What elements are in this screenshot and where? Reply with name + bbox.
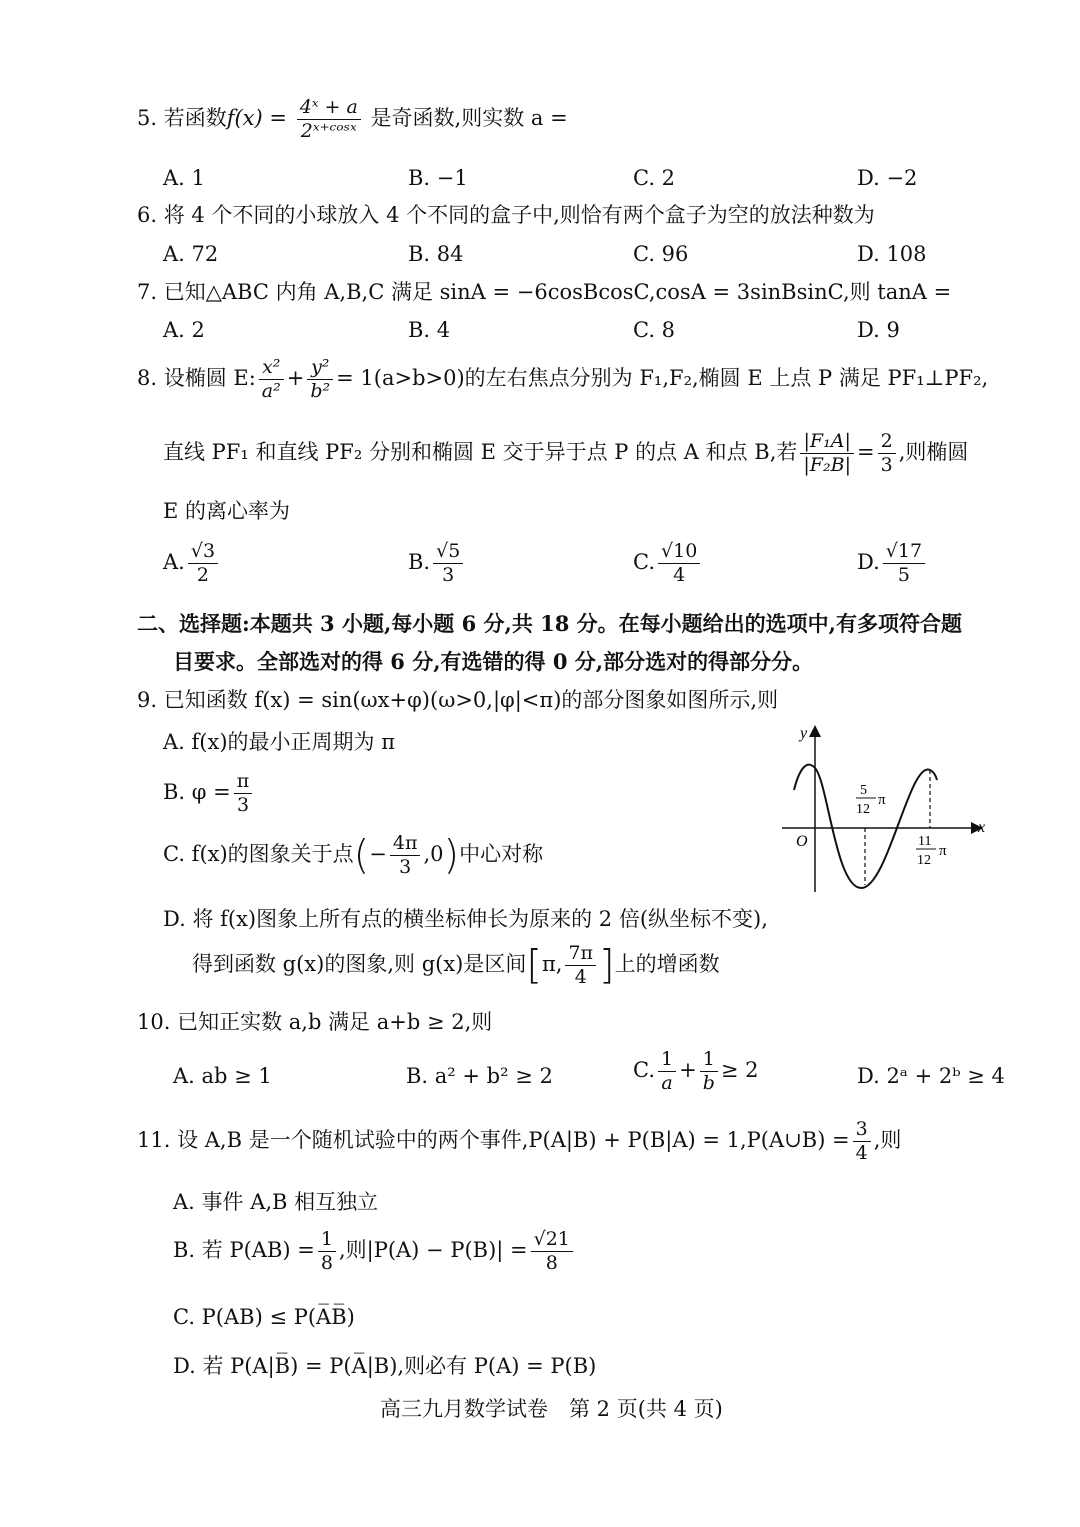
q11-b-result-den: 8: [545, 1251, 558, 1274]
q10-option-b[interactable]: B. a² + b² ≥ 2: [406, 1064, 553, 1088]
q8-value-num: 2: [878, 430, 896, 454]
q9-b-label: B. φ =: [163, 779, 231, 804]
section-2-heading-line-2: 目要求。全部选对的得 6 分,有选错的得 0 分,部分选对的得部分分。: [173, 649, 814, 674]
q8-a-label: A.: [163, 549, 185, 574]
q9-c-num: 4π: [390, 832, 421, 856]
q8-line2-text: 直线 PF₁ 和直线 PF₂ 分别和椭圆 E 交于异于点 P 的点 A 和点 B,若: [163, 439, 798, 464]
tick-5-12-den: 12: [856, 802, 870, 817]
q9-option-d-line-2: [192, 942, 720, 989]
q5-function-label: f(x) =: [226, 105, 287, 130]
q9-c-right-paren: ): [443, 832, 460, 879]
q9-option-c[interactable]: [163, 832, 543, 879]
q5-option-a[interactable]: A. 1: [163, 166, 205, 190]
q8-plus: +: [286, 365, 305, 390]
q6-option-a[interactable]: A. 72: [163, 242, 219, 266]
question-8-line-2: [163, 430, 968, 477]
q6-option-c[interactable]: C. 96: [633, 242, 689, 266]
q11-option-c[interactable]: C. P(AB) ≤ P(A̅B̅): [173, 1305, 355, 1329]
q8-option-a[interactable]: [163, 540, 221, 587]
q9-d-fraction: [565, 942, 596, 989]
q9-d-text: 得到函数 g(x)的图象,则 g(x)是区间: [192, 951, 527, 976]
q8-a-den: 2: [196, 563, 209, 586]
q11-stem-den: 4: [855, 1141, 868, 1164]
q5-numerator: 4ˣ + a: [297, 96, 361, 120]
q10-c-plus: +: [679, 1057, 697, 1082]
q6-option-d[interactable]: D. 108: [857, 242, 927, 266]
q9-option-a[interactable]: A. f(x)的最小正周期为 π: [163, 730, 395, 754]
section-2-heading-line-1: 二、选择题:本题共 3 小题,每小题 6 分,共 18 分。在每小题给出的选项中,有多项符合题: [137, 611, 962, 636]
x-axis-label: x: [978, 819, 986, 836]
q8-c-num: √10: [658, 540, 700, 564]
origin-label: O: [796, 833, 808, 850]
tick-11-12-den: 12: [917, 853, 931, 868]
question-9-stem: 9. 已知函数 f(x) = sin(ωx+φ)(ω>0,|φ|<π)的部分图象如图所示,则: [137, 688, 779, 712]
q8-c-den: 4: [673, 563, 686, 586]
q11-option-d[interactable]: D. 若 P(A|B̅) = P(A̅|B),则必有 P(A) = P(B): [173, 1354, 597, 1378]
q8-stem-text: 8. 设椭圆 E:: [137, 365, 256, 390]
q10-c-tail: ≥ 2: [720, 1057, 759, 1082]
q8-value-den: 3: [880, 453, 893, 476]
q9-c-label: C. f(x)的图象关于点: [163, 841, 354, 866]
q5-option-c[interactable]: C. 2: [633, 166, 676, 190]
q7-option-b[interactable]: B. 4: [408, 318, 451, 342]
q5-denominator: 2ˣ⁺ᶜᵒˢˣ: [300, 119, 357, 142]
q8-option-d[interactable]: [857, 540, 928, 587]
q10-c-frac-2: [700, 1048, 718, 1095]
q11-option-b[interactable]: [173, 1228, 576, 1275]
q9-d-den: 4: [574, 965, 587, 988]
q8-equals: =: [856, 439, 875, 464]
q8-b-label: B.: [408, 549, 431, 574]
question-6-stem: 6. 将 4 个不同的小球放入 4 个不同的盒子中,则恰有两个盒子为空的放法种数为: [137, 203, 875, 227]
q7-option-c[interactable]: C. 8: [633, 318, 676, 342]
q8-d-num: √17: [883, 540, 925, 564]
q10-c-den-2: b: [702, 1071, 715, 1094]
question-11-stem: [137, 1118, 901, 1165]
q8-b-fraction: [433, 540, 463, 587]
q9-c-den: 3: [399, 855, 412, 878]
q8-c-fraction: [658, 540, 700, 587]
q11-b-mid: ,则|P(A) − P(B)| =: [338, 1237, 528, 1262]
q11-b-result-num: √21: [531, 1228, 573, 1252]
q9-c-minus: −: [369, 841, 387, 866]
question-10-stem: 10. 已知正实数 a,b 满足 a+b ≥ 2,则: [137, 1010, 493, 1034]
q5-fraction: [297, 96, 361, 143]
q5-option-b[interactable]: B. −1: [408, 166, 468, 190]
q7-option-a[interactable]: A. 2: [163, 318, 205, 342]
q8-d-label: D.: [857, 549, 880, 574]
q8-c-label: C.: [633, 549, 655, 574]
y-axis-label: y: [800, 725, 808, 742]
q9-c-tail: 中心对称: [459, 841, 544, 866]
q8-b-num: √5: [433, 540, 463, 564]
question-5-stem: [137, 96, 568, 143]
q10-c-frac-1: [658, 1048, 676, 1095]
q8-option-b[interactable]: [408, 540, 466, 587]
tick-11-12-num: 11: [918, 834, 932, 849]
q7-option-d[interactable]: D. 9: [857, 318, 900, 342]
q9-sine-graph: [780, 720, 990, 900]
q11-b-label: B. 若 P(AB) =: [173, 1237, 315, 1262]
q9-d-left-bracket: [: [526, 942, 542, 989]
q8-a-fraction: [188, 540, 218, 587]
q8-y-fraction: [307, 356, 333, 403]
tick-5-12-num: 5: [860, 783, 867, 798]
q9-c-fraction: [390, 832, 421, 879]
q8-ratio-fraction: [800, 430, 854, 477]
q10-c-label: C.: [633, 1057, 655, 1082]
q11-stem-tail: ,则: [873, 1127, 902, 1152]
q9-c-left-paren: (: [353, 832, 370, 879]
q9-b-num: π: [234, 770, 253, 794]
q10-c-den-1: a: [661, 1071, 673, 1094]
q8-ratio-den: |F₂B|: [803, 453, 851, 476]
q8-x-den: a²: [261, 379, 281, 402]
q9-b-fraction: [234, 770, 253, 817]
q6-option-b[interactable]: B. 84: [408, 242, 464, 266]
q10-option-c[interactable]: [633, 1048, 759, 1095]
q8-b-den: 3: [442, 563, 455, 586]
q8-d-fraction: [883, 540, 925, 587]
tick-11-12-pi: π: [939, 843, 947, 859]
q11-stem-num: 3: [853, 1118, 871, 1142]
q8-d-den: 5: [897, 563, 910, 586]
q8-ratio-num: |F₁A|: [800, 430, 854, 454]
q11-b-den: 8: [320, 1251, 333, 1274]
q9-d-pi: π,: [541, 951, 563, 976]
q9-d-tail: 上的增函数: [614, 951, 720, 976]
q9-b-den: 3: [236, 793, 250, 816]
q8-y-den: b²: [310, 379, 331, 402]
q8-line2-tail: ,则椭圆: [898, 439, 969, 464]
q9-option-b[interactable]: [163, 770, 255, 817]
q8-a-num: √3: [188, 540, 218, 564]
q9-option-d-line-1[interactable]: D. 将 f(x)图象上所有点的横坐标伸长为原来的 2 倍(纵坐标不变),: [163, 907, 768, 931]
q8-option-c[interactable]: [633, 540, 703, 587]
page-footer: 高三九月数学试卷 第 2 页(共 4 页): [380, 1397, 723, 1421]
q5-option-d[interactable]: D. −2: [857, 166, 918, 190]
q5-stem-tail: 是奇函数,则实数 a =: [370, 105, 568, 130]
q11-option-a[interactable]: A. 事件 A,B 相互独立: [173, 1190, 379, 1214]
q9-d-num: 7π: [565, 942, 596, 966]
q8-stem-tail: = 1(a>b>0)的左右焦点分别为 F₁,F₂,椭圆 E 上点 P 满足 PF₁⊥PF₂,: [336, 365, 989, 390]
q8-x-fraction: [259, 356, 284, 403]
q11-b-result: [531, 1228, 573, 1275]
q8-x-num: x²: [259, 356, 284, 380]
q11-b-num: 1: [318, 1228, 336, 1252]
tick-5-12-pi: π: [878, 792, 886, 808]
q11-b-fraction: [318, 1228, 336, 1275]
q10-c-num-2: 1: [700, 1048, 718, 1072]
q5-stem-text: 5. 若函数: [137, 105, 227, 130]
q10-option-d[interactable]: D. 2ᵃ + 2ᵇ ≥ 4: [857, 1064, 1005, 1088]
q8-y-num: y²: [307, 356, 333, 380]
q9-d-right-bracket: ]: [599, 942, 615, 989]
q8-value-fraction: [878, 430, 896, 477]
q9-c-zero: ,0: [423, 841, 444, 866]
question-8-line-3: E 的离心率为: [163, 499, 291, 523]
question-8-line-1: [137, 356, 988, 403]
q10-option-a[interactable]: A. ab ≥ 1: [173, 1064, 272, 1088]
question-7-stem: 7. 已知△ABC 内角 A,B,C 满足 sinA = −6cosBcosC,cosA = 3sinBsinC,则 tanA =: [137, 280, 952, 304]
q11-stem-fraction: [853, 1118, 871, 1165]
q10-c-num-1: 1: [658, 1048, 676, 1072]
q11-stem-text: 11. 设 A,B 是一个随机试验中的两个事件,P(A|B) + P(B|A) = 1,P(A∪B) =: [137, 1127, 850, 1152]
